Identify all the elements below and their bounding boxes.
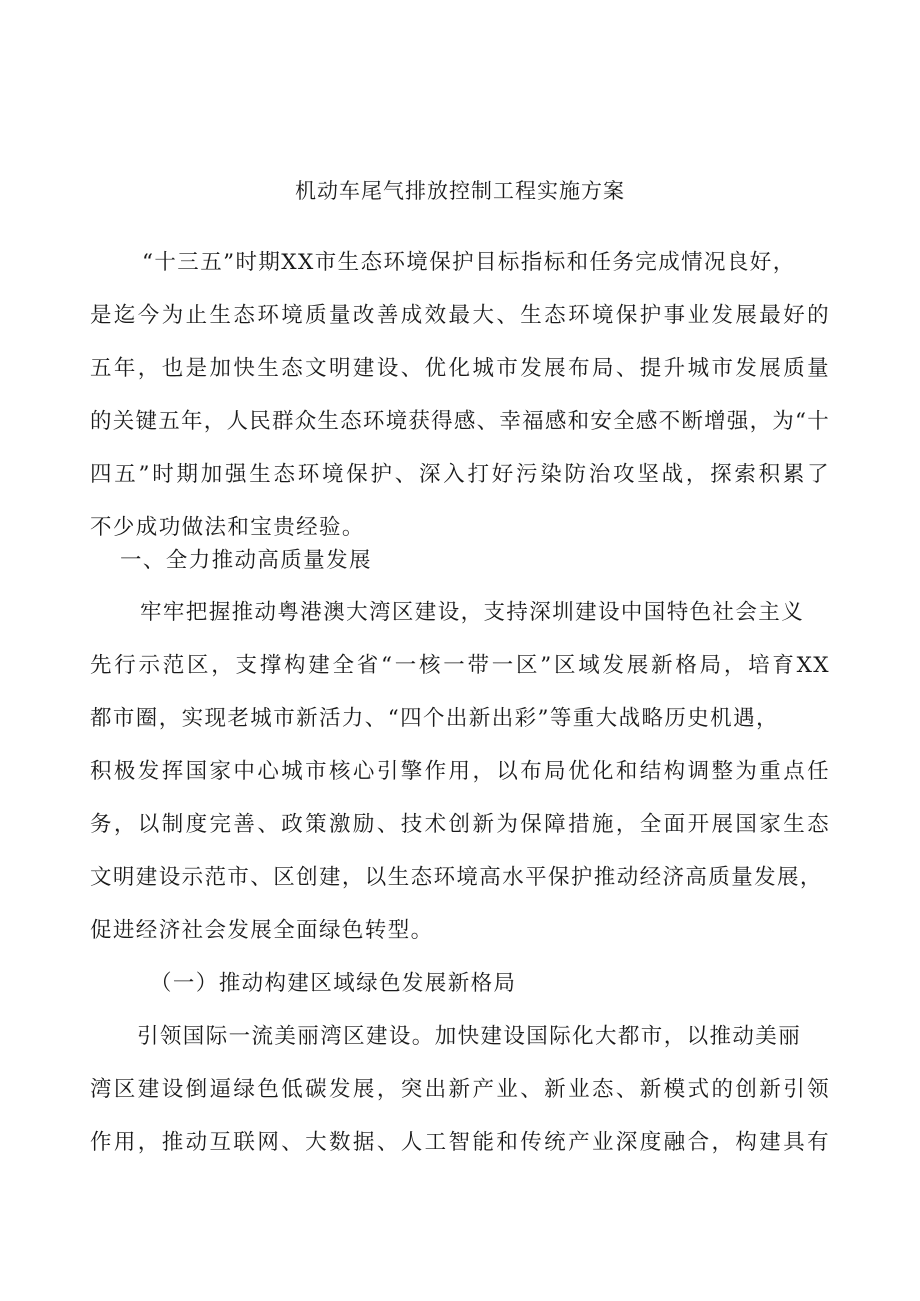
paragraph-line: 引领国际一流美丽湾区建设。加快建设国际化大都市，以推动美丽 — [137, 1024, 802, 1049]
paragraph-line: 湾区建设倒逼绿色低碳发展，突出新产业、新业态、新模式的创新引领 — [90, 1077, 830, 1102]
paragraph-line: 积极发挥国家中心城市核心引擎作用，以布局优化和结构调整为重点任 — [90, 759, 830, 784]
paragraph-line: 四五”时期加强生态环境保护、深入打好污染防治攻坚战，探索积累了 — [90, 462, 830, 487]
subsection-heading: （一）推动构建区域绿色发展新格局 — [150, 971, 517, 996]
paragraph-line: 促进经济社会发展全面绿色转型。 — [90, 918, 434, 943]
paragraph-line: 的关键五年，人民群众生态环境获得感、幸福感和安全感不断增强，为“十 — [90, 409, 830, 434]
document-title: 机动车尾气排放控制工程实施方案 — [295, 179, 625, 203]
paragraph-line: 作用，推动互联网、大数据、人工智能和传统产业深度融合，构建具有 — [90, 1130, 830, 1155]
paragraph-line: 都市圈，实现老城市新活力、“四个出新出彩”等重大战略历史机遇， — [90, 706, 779, 731]
paragraph-line: 务，以制度完善、政策激励、技术创新为保障措施，全面开展国家生态 — [90, 812, 830, 837]
paragraph-line: 五年，也是加快生态文明建设、优化城市发展布局、提升城市发展质量 — [90, 356, 830, 381]
paragraph-line: “十三五”时期XX市生态环境保护目标指标和任务完成情况良好， — [142, 250, 796, 275]
paragraph-line: 文明建设示范市、区创建，以生态环境高水平保护推动经济高质量发展， — [90, 865, 823, 890]
paragraph-line: 不少成功做法和宝贵经验。 — [90, 515, 365, 540]
section-heading: 一、全力推动高质量发展 — [120, 548, 372, 573]
paragraph-line: 是迄今为止生态环境质量改善成效最大、生态环境保护事业发展最好的 — [90, 303, 830, 328]
paragraph-line: 牢牢把握推动粤港澳大湾区建设，支持深圳建设中国特色社会主义 — [140, 600, 805, 625]
paragraph-line: 先行示范区，支撑构建全省“一核一带一区”区域发展新格局，培育XX — [90, 653, 830, 678]
